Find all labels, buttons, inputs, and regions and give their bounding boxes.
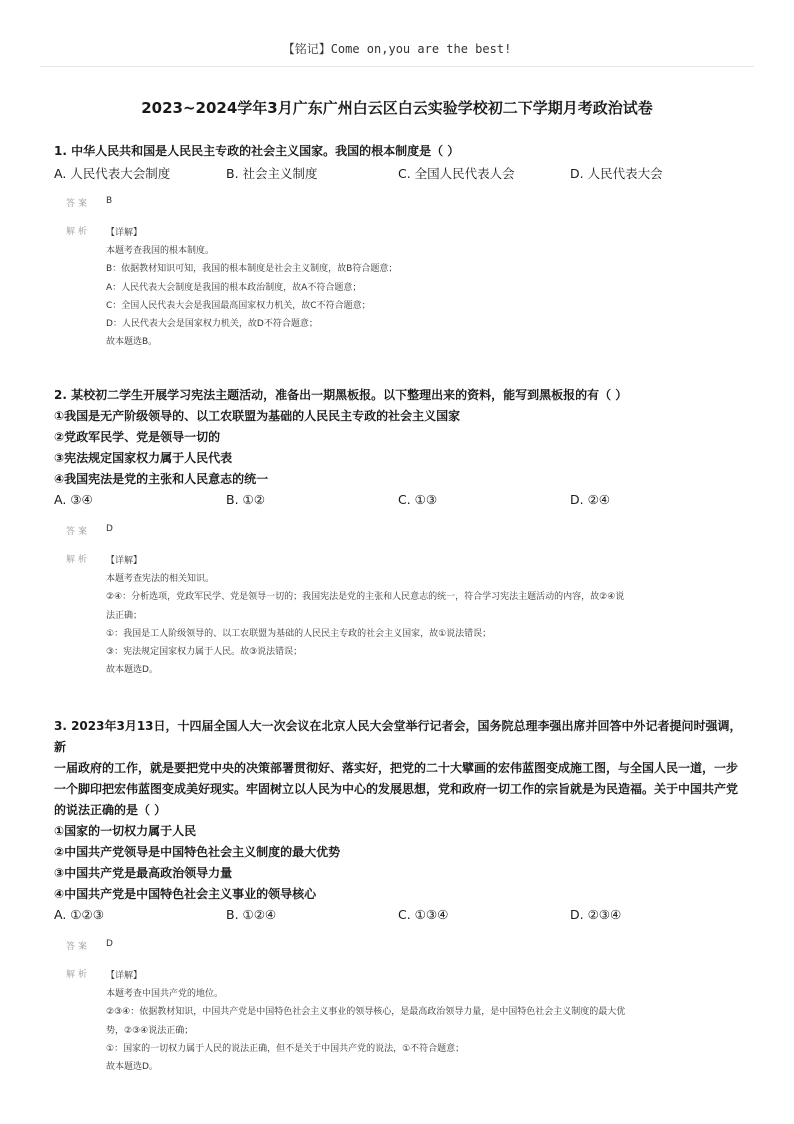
- question-stem: 3. 2023年3月13日，十四届全国人大一次会议在北京人民大会堂举行记者会，国务院总理李强出席并回答中外记者提问时强调，新: [54, 719, 742, 754]
- question-stem: 一个脚印把宏伟蓝图变成美好现实。牢固树立以人民为中心的发展思想，党和政府一切工作的宗旨就是为民造福。关于中国共产党: [54, 782, 739, 796]
- analysis-line: 本题考查宪法的相关知识。: [106, 574, 215, 585]
- question-statement: ②中国共产党领导是中国特色社会主义制度的最大优势: [54, 845, 341, 859]
- analysis-line: ②③④：依据教材知识，中国共产党是中国特色社会主义事业的领导核心，是最高政治领导力量，是中国特色社会主义制度的最大优: [106, 1007, 626, 1018]
- question-statement: ①我国是无产阶级领导的、以工农联盟为基础的人民民主专政的社会主义国家: [54, 409, 461, 423]
- question-1: [54, 141, 744, 351]
- question-stem: 的说法正确的是（ ）: [54, 803, 167, 817]
- option-b[interactable]: B. ①②④: [226, 907, 277, 922]
- answer-label: 答案: [66, 942, 91, 952]
- answer-row: [54, 524, 744, 544]
- analysis-line: ①：国家的一切权力属于人民的说法正确，但不是关于中国共产党的说法，①不符合题意；: [106, 1043, 465, 1054]
- analysis-line: 故本题选B。: [106, 337, 158, 348]
- analysis-block: [54, 224, 744, 351]
- page-header-motto: 【铭记】Come on,you are the best!: [282, 42, 512, 56]
- analysis-body: [106, 552, 744, 679]
- analysis-line: 【详解】: [106, 228, 143, 238]
- analysis-label: 解析: [66, 970, 91, 980]
- option-d[interactable]: D. ②③④: [570, 907, 622, 922]
- option-c[interactable]: C. ①③④: [398, 907, 449, 922]
- analysis-line: 本题考查我国的根本制度。: [106, 246, 215, 257]
- analysis-line: 【详解】: [106, 971, 143, 981]
- analysis-label: 解析: [66, 227, 91, 237]
- answer-value: D: [106, 524, 113, 534]
- question-statement: ④我国宪法是党的主张和人民意志的统一: [54, 472, 269, 486]
- analysis-line: 势，②③④说法正确；: [106, 1025, 194, 1036]
- answer-row: [54, 939, 744, 959]
- option-c[interactable]: C. ①③: [398, 492, 438, 507]
- answer-options: [54, 490, 744, 512]
- question-3: [54, 716, 744, 1076]
- analysis-line: 故本题选D。: [106, 1062, 158, 1073]
- question-statement: ③宪法规定国家权力属于人民代表: [54, 451, 233, 465]
- analysis-line: B：依据教材知识可知，我国的根本制度是社会主义制度，故B符合题意；: [106, 264, 398, 275]
- analysis-line: A：人民代表大会制度是我国的根本政治制度，故A不符合题意；: [106, 282, 362, 293]
- analysis-line: 故本题选D。: [106, 665, 158, 676]
- question-2: [54, 385, 744, 679]
- analysis-block: [54, 967, 744, 1076]
- analysis-label: 解析: [66, 555, 91, 565]
- analysis-line: C：全国人民代表大会是我国最高国家权力机关，故C不符合题意；: [106, 300, 371, 311]
- option-c[interactable]: C. 全国人民代表人会: [398, 166, 515, 181]
- header-divider: [40, 66, 754, 67]
- analysis-line: 法正确；: [106, 610, 143, 621]
- answer-value: D: [106, 939, 113, 949]
- option-a[interactable]: A. ③④: [54, 492, 93, 507]
- analysis-body: [106, 967, 744, 1076]
- answer-row: [54, 196, 744, 216]
- analysis-line: ③：宪法规定国家权力属于人民。故③说法错误；: [106, 647, 303, 658]
- question-stem: 1. 中华人民共和国是人民民主专政的社会主义国家。我国的根本制度是（ ）: [54, 144, 460, 158]
- analysis-block: [54, 552, 744, 679]
- answer-label: 答案: [66, 527, 91, 537]
- question-statement: ④中国共产党是中国特色社会主义事业的领导核心: [54, 887, 317, 901]
- question-statement: ③中国共产党是最高政治领导力量: [54, 866, 233, 880]
- analysis-line: ①：我国是工人阶级领导的、以工农联盟为基础的人民民主专政的社会主义国家，故①说法错误；: [106, 628, 492, 639]
- answer-options: [54, 905, 744, 927]
- answer-value: B: [106, 196, 113, 206]
- exam-title: 2023~2024学年3月广东广州白云区白云实验学校初二下学期月考政治试卷: [141, 99, 653, 117]
- question-statement: ①国家的一切权力属于人民: [54, 824, 197, 838]
- question-stem: 一届政府的工作，就是要把党中央的决策部署贯彻好、落实好，把党的二十大擘画的宏伟蓝图变成施工图，与全国人民一道，一步: [54, 761, 739, 775]
- question-stem: 2. 某校初二学生开展学习宪法主题活动，准备出一期黑板报。以下整理出来的资料，能写到黑板报的有（ ）: [54, 388, 628, 402]
- analysis-line: D：人民代表大会是国家权力机关，故D不符合题意；: [106, 319, 318, 330]
- option-d[interactable]: D. ②④: [570, 492, 610, 507]
- option-b[interactable]: B. ①②: [226, 492, 265, 507]
- analysis-line: 【详解】: [106, 556, 143, 566]
- answer-label: 答案: [66, 199, 91, 209]
- analysis-line: 本题考查中国共产党的地位。: [106, 989, 224, 1000]
- answer-options: [54, 162, 744, 184]
- option-b[interactable]: B. 社会主义制度: [226, 166, 318, 181]
- option-a[interactable]: A. ①②③: [54, 907, 104, 922]
- option-a[interactable]: A. 人民代表大会制度: [54, 166, 171, 181]
- question-statement: ②党政军民学、党是领导一切的: [54, 430, 221, 444]
- analysis-line: ②④：分析选项，党政军民学、党是领导一切的；我国宪法是党的主张和人民意志的统一，符合学习宪法主题活动的内容，故②④说: [106, 592, 625, 603]
- option-d[interactable]: D. 人民代表大会: [570, 166, 663, 181]
- analysis-body: [106, 224, 744, 351]
